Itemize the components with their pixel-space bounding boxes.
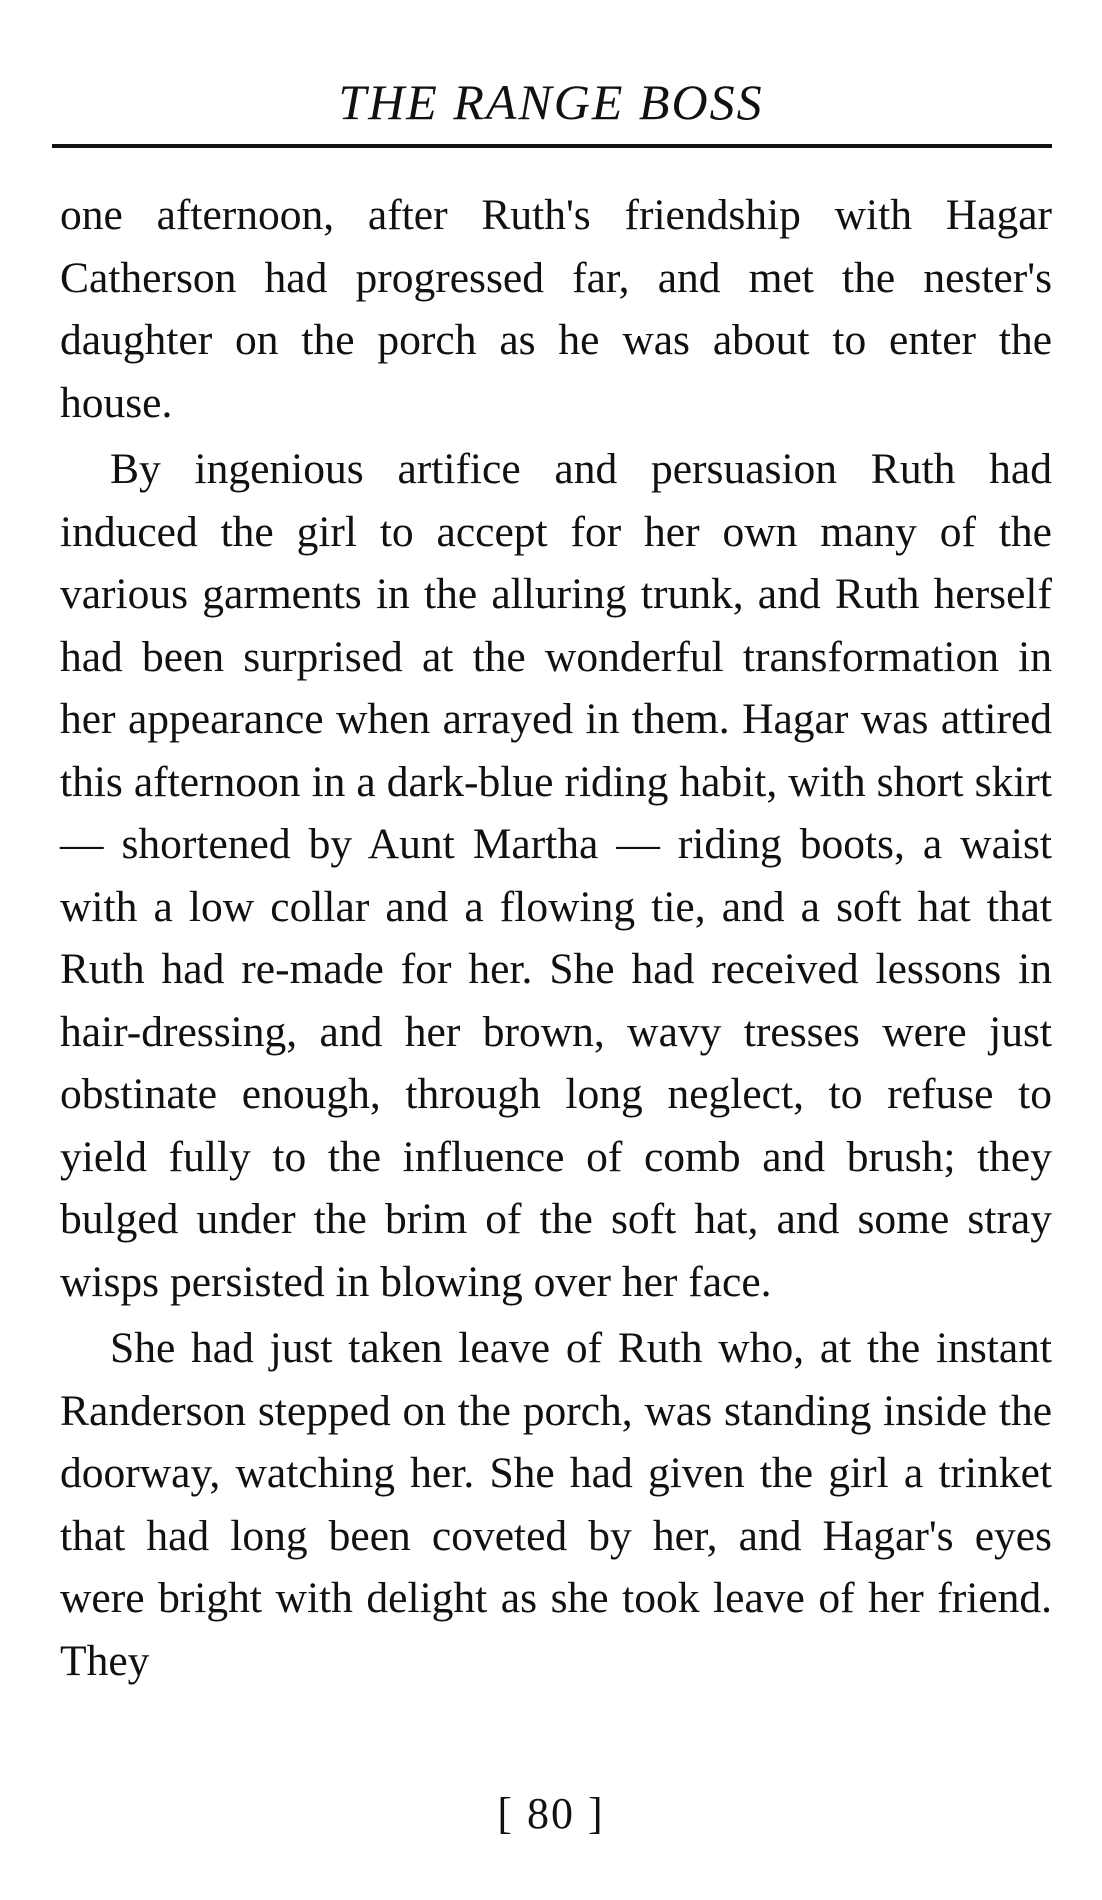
header-rule: [52, 144, 1052, 148]
paragraph-3: She had just taken leave of Ruth who, at the instant Randerson stepped on the porch, was standing inside the doorway, watching her. She had given the girl a trinket that had long been coveted by her, and Hagar's eyes were bright with delight as she took leave of her friend. They: [60, 1324, 1052, 1685]
paragraph-1: one afternoon, after Ruth's friendship with Hagar Catherson had progressed far, and met the nester's daughter on the porch as he was about to enter the house.: [60, 191, 1052, 427]
body-text: [60, 184, 1052, 1692]
running-title: THE RANGE BOSS: [338, 74, 764, 130]
page-number: [ 80 ]: [497, 1789, 605, 1838]
paragraph-2: By ingenious artifice and persuasion Ruth had induced the girl to accept for her own many of the various garments in the alluring trunk, and Ruth herself had been surprised at the wonderful transformation in her appearance when arrayed in them. Hagar was attired this afternoon in a dark-blue riding habit, with short skirt — shortened by Aunt Martha — riding boots, a waist with a low collar and a flowing tie, and a soft hat that Ruth had re-made for her. She had received lessons in hair-dressing, and her brown, wavy tresses were just obstinate enough, through long neglect, to refuse to yield fully to the influence of comb and brush; they bulged under the brim of the soft hat, and some stray wisps persisted in blowing over her face.: [60, 445, 1052, 1306]
